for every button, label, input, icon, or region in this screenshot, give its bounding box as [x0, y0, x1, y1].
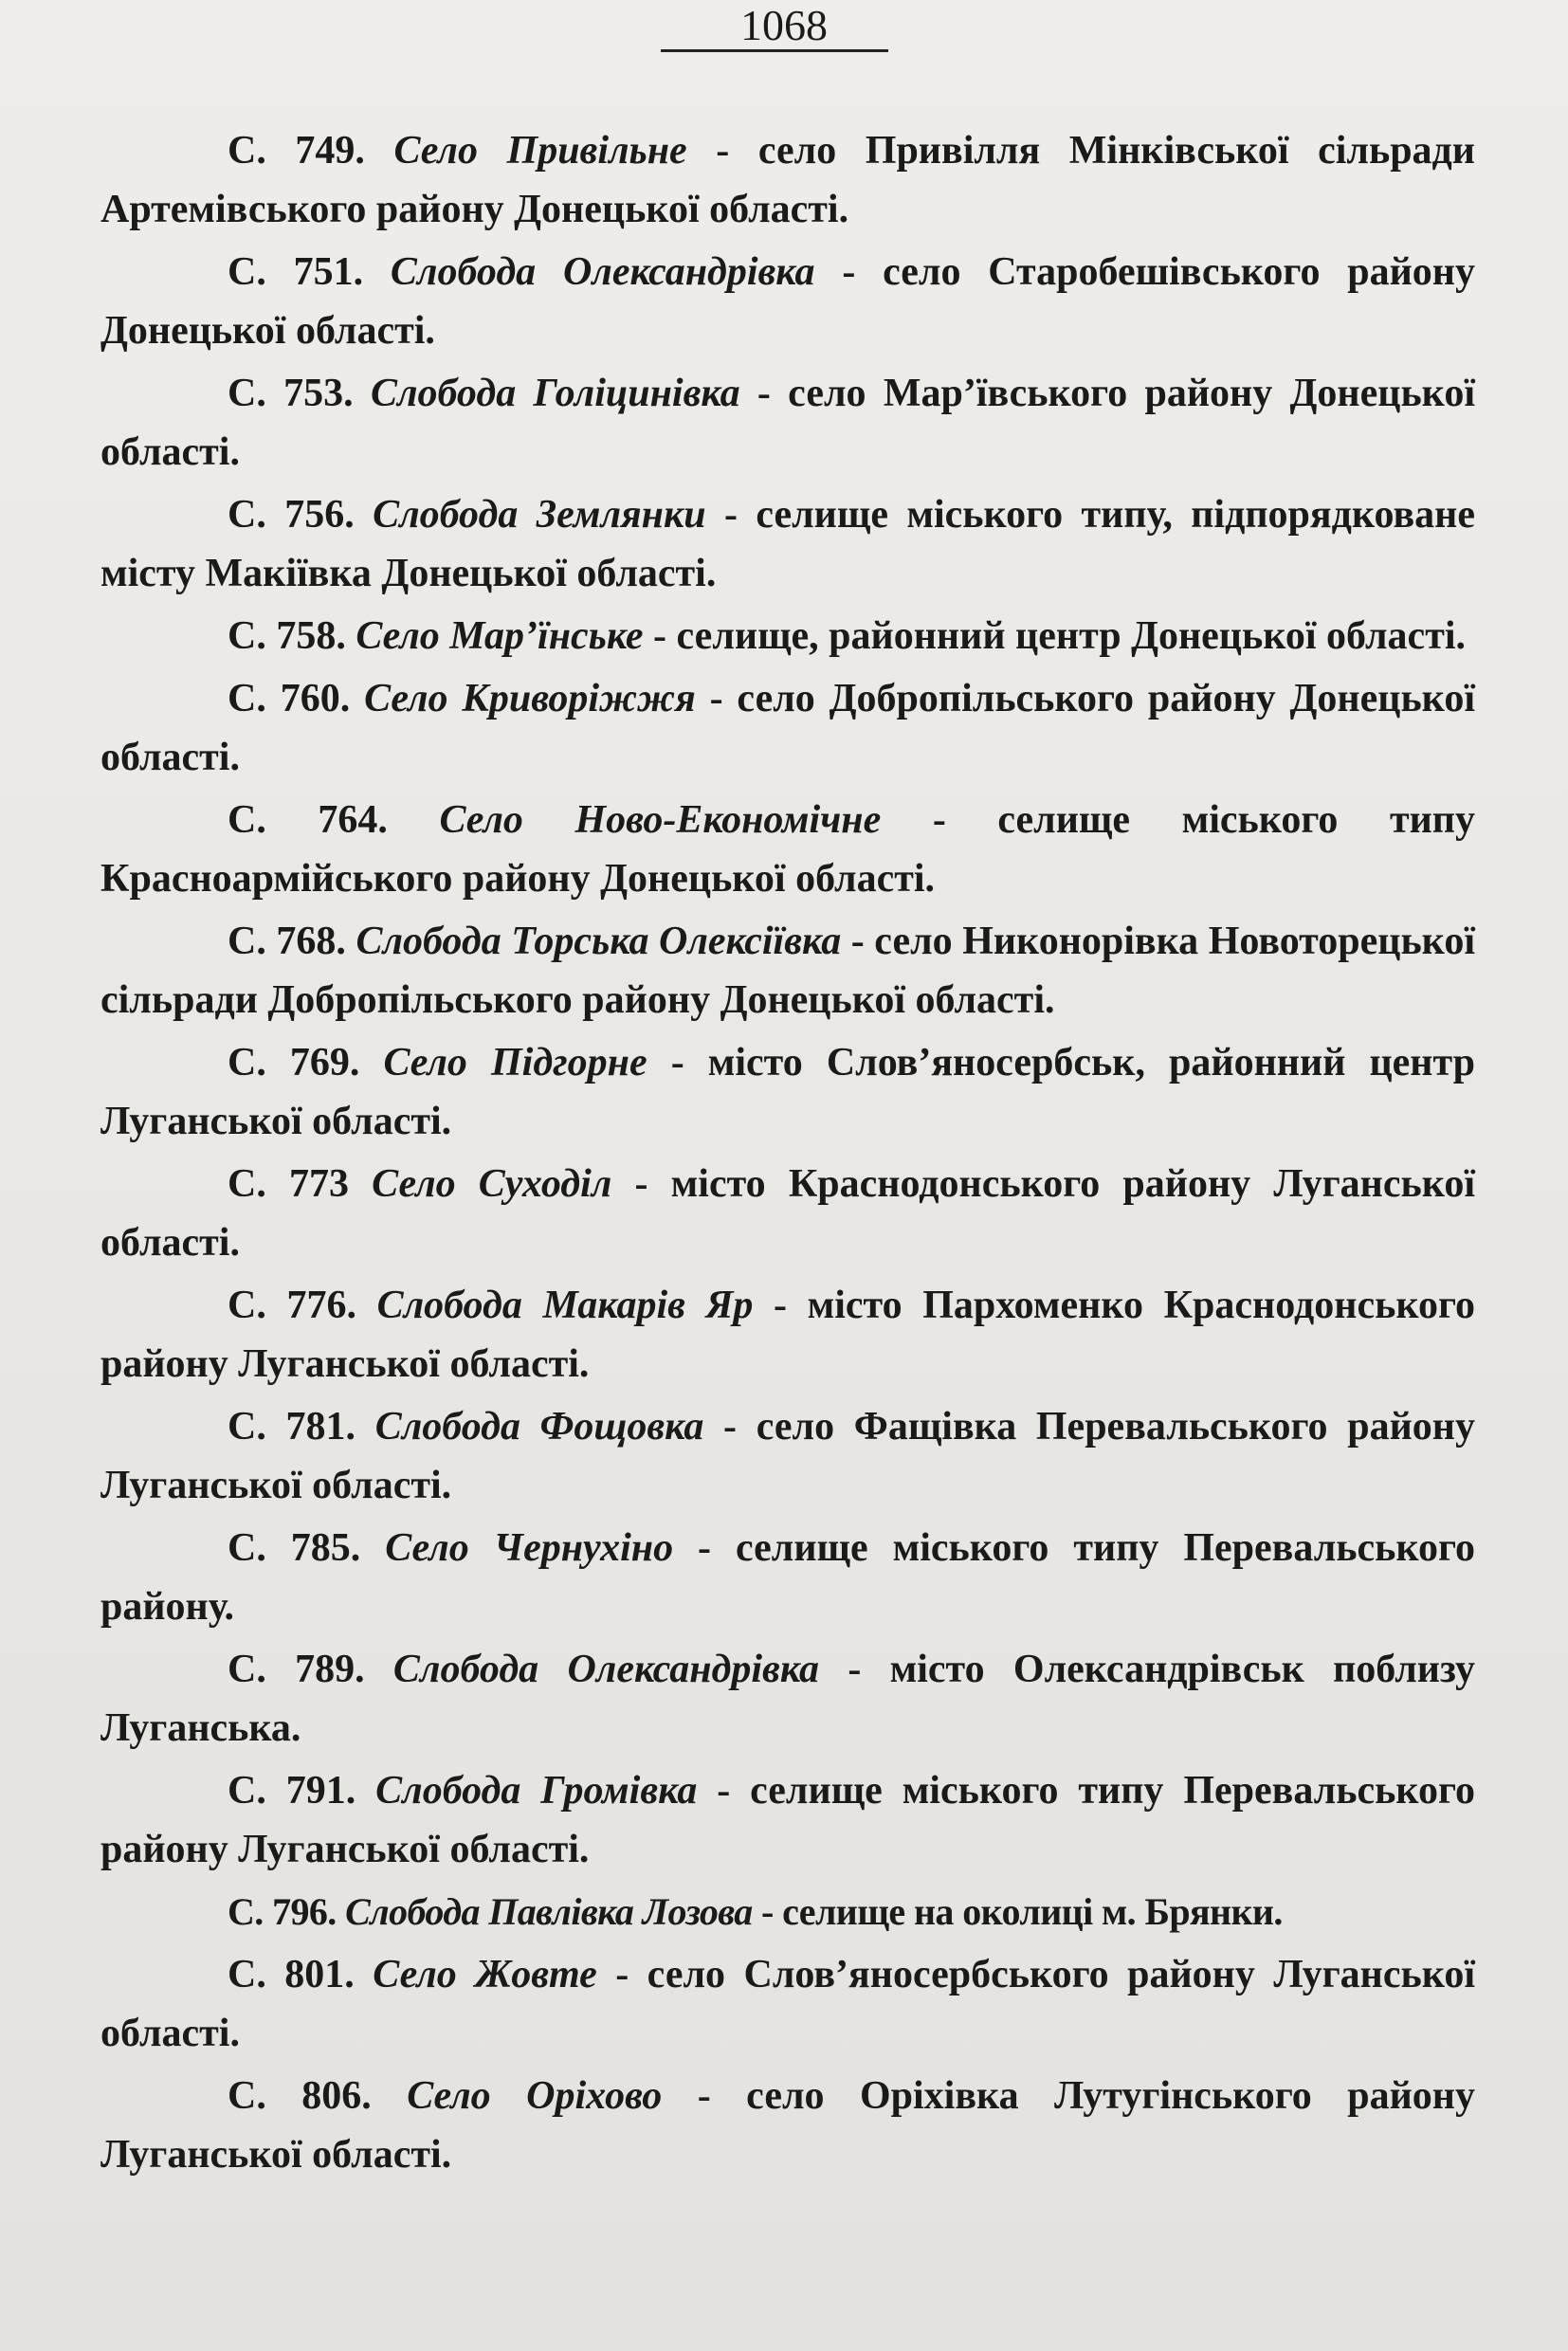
entry: С. 789. Слобода Олександрівка - місто Олександрівськ поблизу Луганська.	[100, 1648, 1475, 1750]
entry: С. 806. Село Оріхово - село Оріхівка Лутугінського району Луганської області.	[100, 2074, 1475, 2177]
page-number: 1068	[740, 1, 828, 49]
entries-list	[100, 121, 1475, 2188]
entry: С. 768. Слобода Торська Олексіївка - село Никонорівка Новоторецької сільради Добропільського району Донецької області.	[100, 920, 1475, 1022]
page-number-rule	[661, 49, 888, 52]
entry: С. 751. Слобода Олександрівка - село Старобешівського району Донецької області.	[100, 250, 1475, 353]
entry: С. 791. Слобода Громівка - селище міського типу Перевальського району Луганської області.	[100, 1769, 1475, 1871]
entry: С. 776. Слобода Макарів Яр - місто Пархоменко Краснодонського району Луганської області.	[100, 1284, 1475, 1386]
entry: С. 769. Село Підгорне - місто Слов’яносербськ, районний центр Луганської області.	[100, 1041, 1475, 1143]
entry: С. 749. Село Привільне - село Привілля Мінківської сільради Артемівського району Донецької області.	[100, 129, 1475, 231]
entry: С. 756. Слобода Землянки - селище міського типу, підпорядковане місту Макіївка Донецької області.	[100, 493, 1475, 595]
entry: С. 760. Село Криворіжжя - село Добропільського району Донецької області.	[100, 677, 1475, 779]
entry: С. 753. Слобода Голіцинівка - село Мар’ївського району Донецької області.	[100, 372, 1475, 474]
entry: С. 764. Село Ново-Економічне - селище міського типу Красноармійського району Донецької області.	[100, 798, 1476, 901]
entry: С. 785. Село Чернухіно - селище міського типу Перевальського району.	[100, 1526, 1475, 1629]
entry: С. 758. Село Мар’їнське - селище, районний центр Донецької області.	[228, 614, 1466, 658]
entry: С. 801. Село Жовте - село Слов’яносербського району Луганської області.	[100, 1953, 1476, 2055]
entry: С. 773 Село Суходіл - місто Краснодонського району Луганської області.	[100, 1162, 1476, 1265]
entry: С. 796. Слобода Павлівка Лозова - селище на околиці м. Брянки.	[228, 1890, 1283, 1933]
entry: С. 781. Слобода Фощовка - село Фащівка Перевальського району Луганської області.	[100, 1405, 1475, 1507]
